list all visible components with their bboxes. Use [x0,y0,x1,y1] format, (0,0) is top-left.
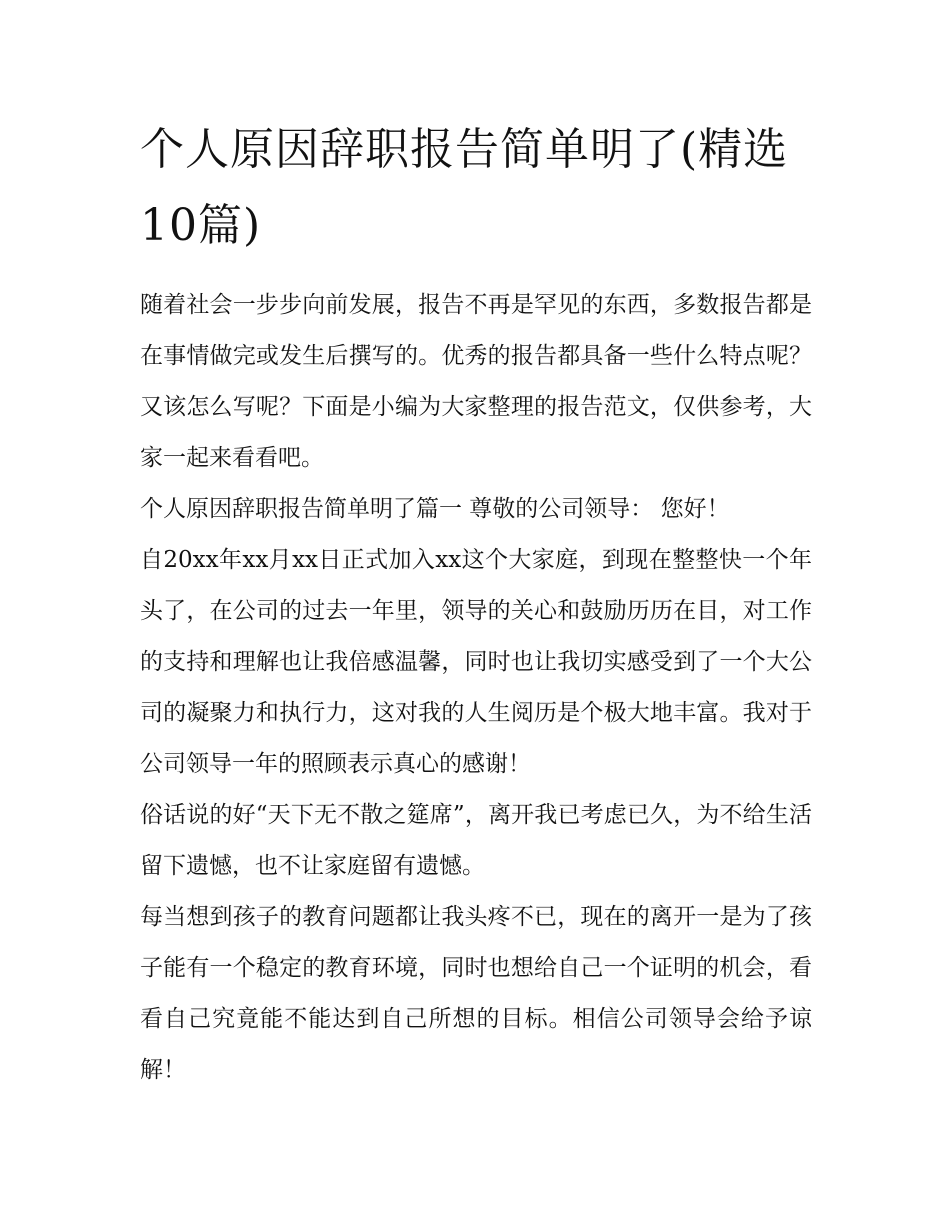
intro-paragraph: 随着社会一步步向前发展，报告不再是罕见的东西，多数报告都是在事情做完或发生后撰写的。优秀的报告都具备一些什么特点呢？又该怎么写呢？下面是小编为大家整理的报告范文，仅供参考，大家一起来看看吧。 [140,292,812,471]
body-paragraph-reason: 每当想到孩子的教育问题都让我头疼不已，现在的离开一是为了孩子能有一个稳定的教育环境，同时也想给自己一个证明的机会，看看自己究竟能不能达到自己所想的目标。相信公司领导会给予谅解！ [140,904,812,1083]
document-body [140,112,812,1096]
body-paragraph-proverb: 俗话说的好“天下无不散之筵席”，离开我已考虑已久，为不给生活留下遗憾，也不让家庭留有遗憾。 [140,802,812,879]
document-title: 个人原因辞职报告简单明了(精选10篇) [140,124,789,251]
section-heading-greeting: 个人原因辞职报告简单明了篇一 尊敬的公司领导： 您好！ [140,496,730,522]
body-paragraph-joining: 自20xx年xx月xx日正式加入xx这个大家庭，到现在整整快一个年头了，在公司的过去一年里，领导的关心和鼓励历历在目，对工作的支持和理解也让我倍感温馨，同时也让我切实感受到了一个大公司的凝聚力和执行力，这对我的人生阅历是个极大地丰富。我对于公司领导一年的照顾表示真心的感谢！ [140,547,812,777]
